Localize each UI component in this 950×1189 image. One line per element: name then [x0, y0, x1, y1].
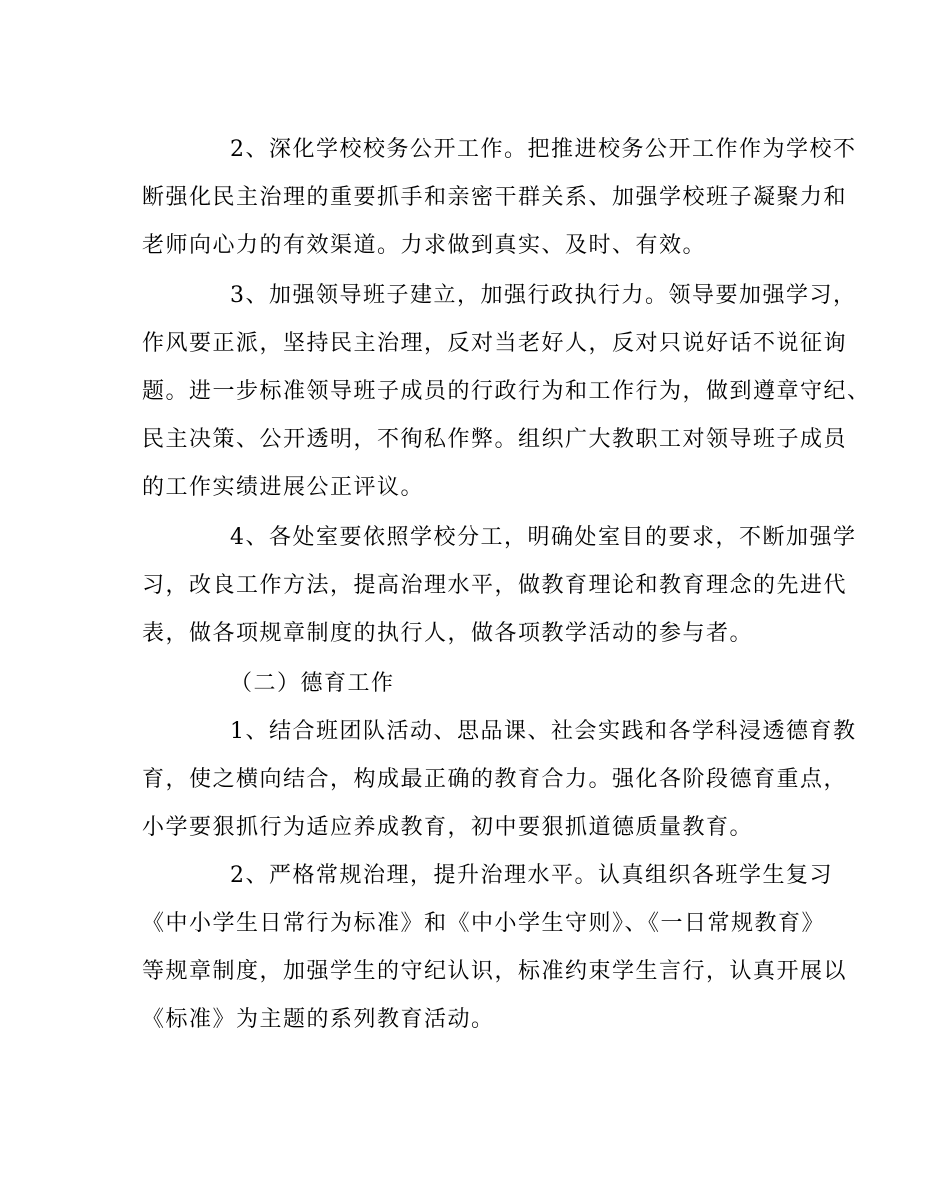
- paragraph-1-line-1: 2、深化学校校务公开工作。把推进校务公开工作作为学校不: [230, 137, 857, 162]
- paragraph-5-line-2: 《中小学生日常行为标准》和《中小学生守则》、《一日常规教育》: [142, 911, 826, 936]
- paragraph-1-line-2: 断强化民主治理的重要抓手和亲密干群关系、加强学校班子凝聚力和: [142, 185, 848, 210]
- section-heading-moral-education: （二）德育工作: [230, 671, 395, 696]
- paragraph-2-line-5: 的工作实绩进展公正评议。: [142, 475, 425, 500]
- paragraph-3-line-3: 表，做各项规章制度的执行人，做各项教学活动的参与者。: [142, 621, 754, 646]
- paragraph-2-line-2: 作风要正派，坚持民主治理，反对当老好人，反对只说好话不说征询: [142, 331, 848, 356]
- paragraph-4-line-3: 小学要狠抓行为适应养成教育，初中要狠抓道德质量教育。: [142, 815, 754, 840]
- paragraph-2-line-4: 民主决策、公开透明，不徇私作弊。组织广大教职工对领导班子成员: [142, 427, 848, 452]
- paragraph-4-line-1: 1、结合班团队活动、思品课、社会实践和各学科浸透德育教: [230, 719, 857, 744]
- paragraph-2-line-1: 3、加强领导班子建立，加强行政执行力。领导要加强学习，: [230, 283, 857, 308]
- paragraph-5-line-1: 2、严格常规治理，提升治理水平。认真组织各班学生复习: [230, 863, 833, 888]
- paragraph-1-line-3: 老师向心力的有效渠道。力求做到真实、及时、有效。: [142, 233, 707, 258]
- paragraph-2-line-3: 题。进一步标准领导班子成员的行政行为和工作行为，做到遵章守纪、: [142, 379, 871, 404]
- paragraph-3-line-2: 习，改良工作方法，提高治理水平，做教育理论和教育理念的先进代: [142, 573, 848, 598]
- paragraph-5-line-4: 《标准》为主题的系列教育活动。: [142, 1007, 495, 1032]
- paragraph-3-line-1: 4、各处室要依照学校分工，明确处室目的要求，不断加强学: [230, 525, 857, 550]
- paragraph-5-line-3: 等规章制度，加强学生的守纪认识，标准约束学生言行，认真开展以: [142, 959, 848, 984]
- paragraph-4-line-2: 育，使之横向结合，构成最正确的教育合力。强化各阶段德育重点，: [142, 767, 848, 792]
